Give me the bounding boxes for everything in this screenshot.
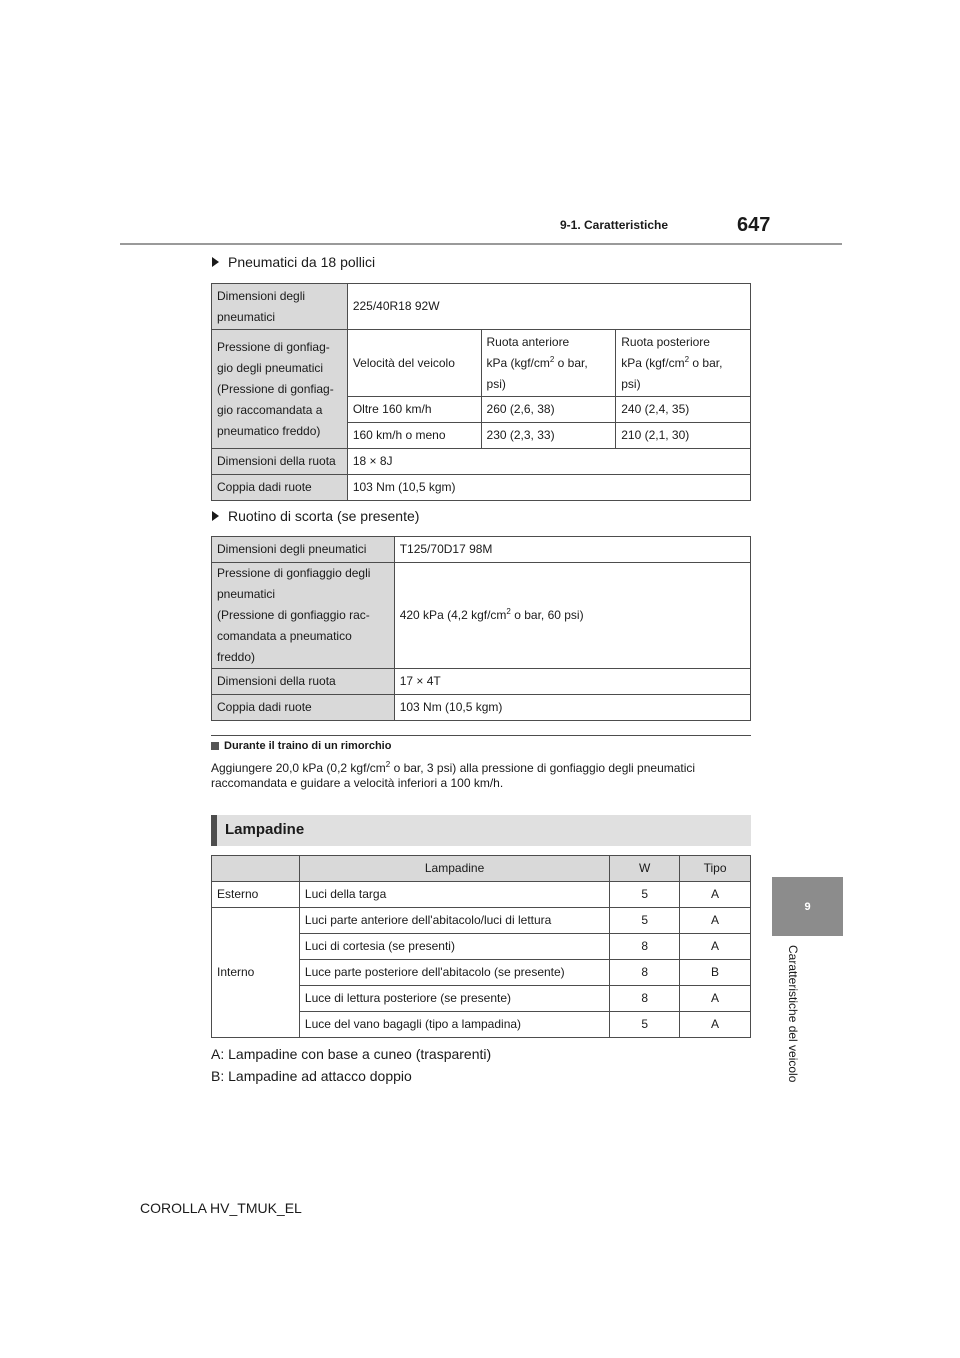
note-body: Aggiungere 20,0 kPa (0,2 kgf/$cm^2$ o bar, 3 psi) alla pressione di gonfiaggio degli pneumatici raccomandata e guidare a velocità inferiori a 100 km/h.	[211, 760, 696, 790]
bulb-watt: 8	[610, 986, 680, 1012]
front-header: Ruota anteriore kPa ($kgf/cm^2$ o bar, psi)	[481, 330, 616, 397]
wheel-size-label: Dimensioni della ruota	[212, 449, 348, 475]
empty-header-cell	[212, 856, 300, 882]
tire-size-value: 225/40R18 92W	[347, 284, 750, 330]
legend-b: B: Lampadine ad attacco doppio	[211, 1068, 412, 1084]
wheel-size-value: 17 × 4T	[394, 669, 750, 695]
wheel-size-value: 18 × 8J	[347, 449, 750, 475]
tire-size-label: Dimensioni degli pneumatici	[212, 284, 348, 330]
triangle-bullet-icon	[212, 257, 219, 267]
bulb-type: A	[680, 908, 751, 934]
bulb-name: Luci di cortesia (se presenti)	[299, 934, 609, 960]
chapter-tab	[772, 877, 843, 936]
watt-header: W	[610, 856, 680, 882]
section-title-text: Ruotino di scorta (se presente)	[228, 508, 420, 524]
speed-header: Velocità del veicolo	[347, 330, 481, 397]
section-banner-title: Lampadine	[225, 821, 305, 838]
front-pressure-cell: 260 (2,6, 38)	[481, 397, 616, 423]
pressure-value: 420 kPa (4,2 kgf/$cm^2$ o bar, 60 psi)	[394, 563, 750, 669]
header-divider	[120, 243, 842, 245]
legend-a: A: Lampadine con base a cuneo (trasparenti)	[211, 1046, 492, 1062]
triangle-bullet-icon	[212, 511, 219, 521]
bulb-type: A	[680, 934, 751, 960]
bulb-name: Luce del vano bagagli (tipo a lampadina)	[299, 1012, 609, 1038]
tire-size-value: T125/70D17 98M	[394, 537, 750, 563]
bulbs-table	[211, 855, 751, 1038]
bulb-watt: 8	[610, 960, 680, 986]
bulb-type: A	[680, 986, 751, 1012]
note-heading-text: Durante il traino di un rimorchio	[224, 740, 392, 752]
page-number: 647	[737, 214, 771, 236]
wheel-size-label: Dimensioni della ruota	[212, 669, 395, 695]
bulb-header: Lampadine	[299, 856, 609, 882]
table-row	[212, 537, 751, 563]
table-row	[212, 908, 751, 934]
bulb-type: B	[680, 960, 751, 986]
table-row	[212, 563, 751, 669]
rear-pressure-cell: 240 (2,4, 35)	[616, 397, 751, 423]
section-banner	[211, 815, 751, 846]
bulb-type: A	[680, 1012, 751, 1038]
table-row	[212, 695, 751, 721]
front-pressure-cell: 230 (2,3, 33)	[481, 423, 616, 449]
footer-model: COROLLA HV_TMUK_EL	[140, 1200, 302, 1216]
section-header: 9-1. Caratteristiche	[560, 218, 669, 232]
pressure-label: Pressione di gonfiag- gio degli pneumatici (Pressione di gonfiag- gio raccomandata a pneumatico freddo)	[212, 330, 348, 449]
table-row	[212, 475, 751, 501]
table-row	[212, 882, 751, 908]
bulb-name: Luci della targa	[299, 882, 609, 908]
torque-label: Coppia dadi ruote	[212, 475, 348, 501]
speed-cell: Oltre 160 km/h	[347, 397, 481, 423]
tire-18-table	[211, 283, 751, 501]
bulb-type: A	[680, 882, 751, 908]
torque-label: Coppia dadi ruote	[212, 695, 395, 721]
section-spare-title	[212, 508, 419, 524]
square-bullet-icon	[211, 742, 219, 750]
table-row	[212, 284, 751, 330]
tire-size-label: Dimensioni degli pneumatici	[212, 537, 395, 563]
speed-cell: 160 km/h o meno	[347, 423, 481, 449]
banner-accent	[211, 815, 217, 846]
rear-pressure-cell: 210 (2,1, 30)	[616, 423, 751, 449]
chapter-title: Caratteristiche del veicolo	[786, 945, 800, 1083]
interior-label: Interno	[212, 908, 300, 1038]
torque-value: 103 Nm (10,5 kgm)	[347, 475, 750, 501]
bulb-watt: 5	[610, 1012, 680, 1038]
pressure-label: Pressione di gonfiaggio degli pneumatici (Pressione di gonfiaggio rac- comandata a pneumatico freddo)	[212, 563, 395, 669]
bulb-name: Luci parte anteriore dell'abitacolo/luci di lettura	[299, 908, 609, 934]
table-row	[212, 449, 751, 475]
bulb-watt: 8	[610, 934, 680, 960]
note-heading	[211, 740, 391, 752]
bulb-watt: 5	[610, 908, 680, 934]
chapter-number: 9	[804, 900, 811, 913]
table-header-row	[212, 856, 751, 882]
section-title-text: Pneumatici da 18 pollici	[228, 254, 376, 270]
bulb-watt: 5	[610, 882, 680, 908]
section-18-inch-title	[212, 254, 375, 270]
rear-header: Ruota posteriore kPa ($kgf/cm^2$ o bar, psi)	[616, 330, 751, 397]
table-row	[212, 669, 751, 695]
type-header: Tipo	[680, 856, 751, 882]
torque-value: 103 Nm (10,5 kgm)	[394, 695, 750, 721]
spare-tire-table	[211, 536, 751, 721]
note-divider	[211, 735, 751, 736]
bulb-name: Luce di lettura posteriore (se presente)	[299, 986, 609, 1012]
table-row	[212, 330, 751, 397]
bulb-name: Luce parte posteriore dell'abitacolo (se presente)	[299, 960, 609, 986]
exterior-label: Esterno	[212, 882, 300, 908]
